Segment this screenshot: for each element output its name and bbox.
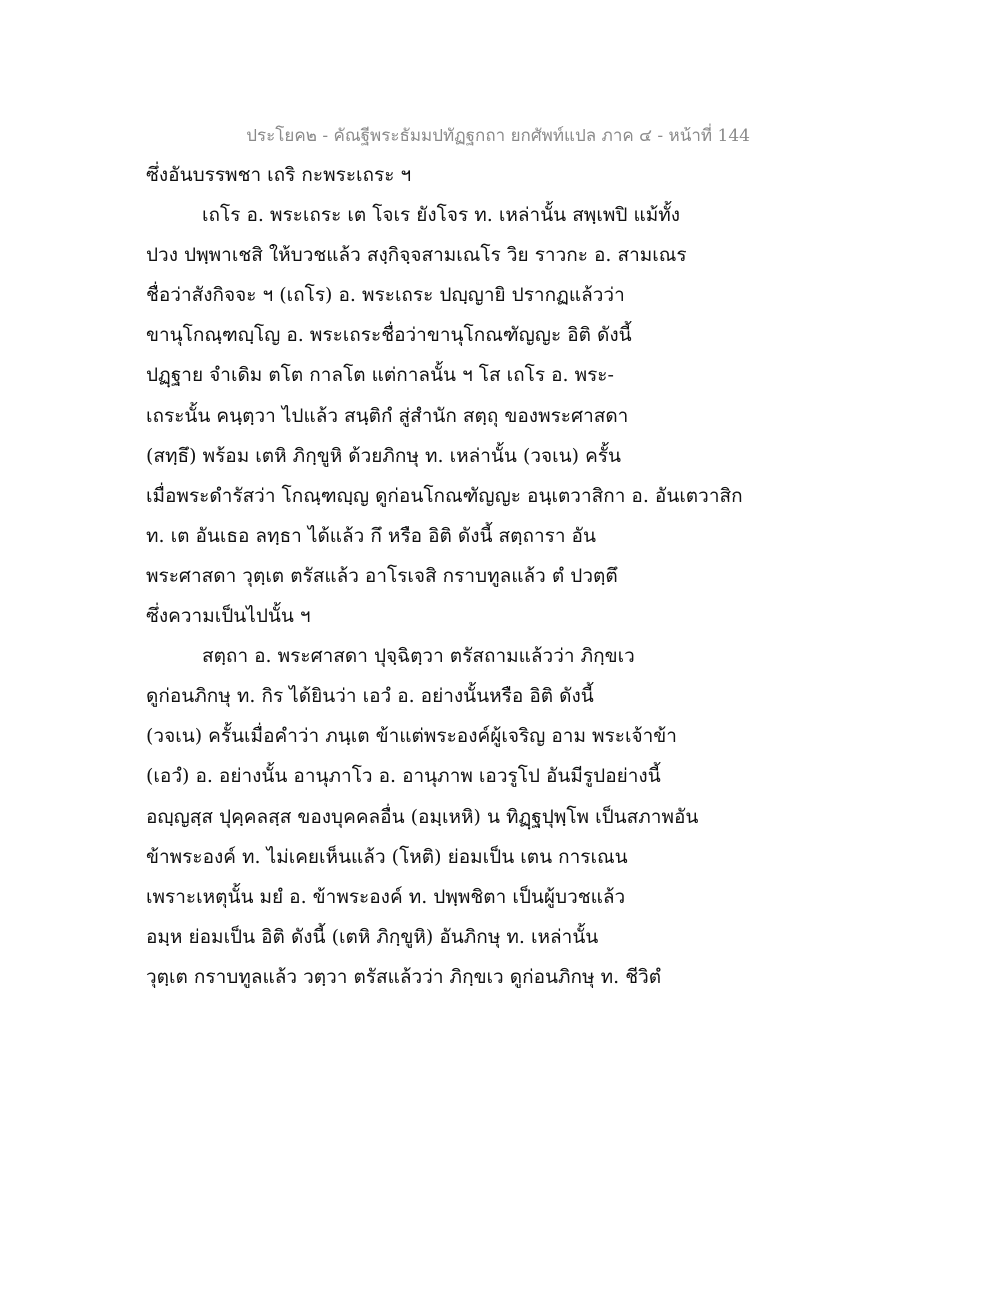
text-line: ปฏฺฐาย จำเดิม ตโต กาลโต แต่กาลนั้น ฯ โส เถโร อ. พระ- [146, 364, 614, 387]
text-line: เถโร อ. พระเถระ เต โจเร ยังโจร ท. เหล่านั้น สพฺเพปิ แม้ทั้ง [202, 204, 681, 227]
text-line: (วจเน) ครั้นเมื่อคำว่า ภนฺเต ข้าแต่พระองค์ผู้เจริญ อาม พระเจ้าข้า [146, 725, 677, 748]
text-line: ซึ่งความเป็นไปนั้น ฯ [146, 605, 311, 628]
text-line: ขานุโกณฺฑญฺโญ อ. พระเถระชื่อว่าขานุโกณฑัญญะ อิติ ดังนี้ [146, 324, 632, 347]
text-line: ซึ่งอันบรรพชา เถริ กะพระเถระ ฯ [146, 164, 412, 186]
text-line: ปวง ปพฺพาเชสิ ให้บวชแล้ว สงฺกิจฺจสามเณโร วิย ราวกะ อ. สามเณร [146, 244, 687, 267]
text-line: วุตฺเต กราบทูลแล้ว วตฺวา ตรัสแล้วว่า ภิกฺขเว ดูก่อนภิกษุ ท. ชีวิตํ [146, 965, 662, 988]
text-line: อมฺห ย่อมเป็น อิติ ดังนี้ (เตหิ ภิกฺขูหิ) อันภิกษุ ท. เหล่านั้น [146, 925, 599, 948]
text-line: (สทฺธึ) พร้อม เตหิ ภิกฺขูหิ ด้วยภิกษุ ท. เหล่านั้น (วจเน) ครั้น [146, 444, 621, 467]
page-header: ประโยค๒ - คัณฐีพระธัมมปทัฏฐกถา ยกศัพท์แปล ภาค ๔ - หน้าที่ 144 [246, 126, 750, 146]
text-line: พระศาสดา วุตฺเต ตรัสแล้ว อาโรเจสิ กราบทูลแล้ว ตํ ปวตฺตึ [146, 564, 618, 587]
text-line: อญฺญสฺส ปุคฺคลสฺส ของบุคคลอื่น (อมฺเหหิ) น ทิฏฺฐปุพฺโพ เป็นสภาพอัน [146, 805, 699, 828]
text-line: เมื่อพระดำรัสว่า โกณฺฑญฺญ ดูก่อนโกณฑัญญะ อนฺเตวาสิกา อ. อันเตวาสิก [146, 484, 743, 507]
text-line: ดูก่อนภิกษุ ท. กิร ได้ยินว่า เอวํ อ. อย่างนั้นหรือ อิติ ดังนี้ [146, 685, 594, 708]
text-line: เพราะเหตุนั้น มยํ อ. ข้าพระองค์ ท. ปพฺพชิตา เป็นผู้บวชแล้ว [146, 885, 626, 908]
text-line: (เอวํ) อ. อย่างนั้น อานุภาโว อ. อานุภาพ เอวรูโป อันมีรูปอย่างนี้ [146, 765, 661, 788]
text-line: เถระนั้น คนฺตฺวา ไปแล้ว สนฺติกํ สู่สำนัก สตฺถุ ของพระศาสดา [146, 404, 629, 427]
text-line: ชื่อว่าสังกิจจะ ฯ (เถโร) อ. พระเถระ ปญฺญายิ ปรากฏแล้วว่า [146, 284, 625, 307]
text-line: ข้าพระองค์ ท. ไม่เคยเห็นแล้ว (โหติ) ย่อมเป็น เตน การเณน [146, 845, 628, 868]
body-text [146, 155, 786, 997]
text-line: สตฺถา อ. พระศาสดา ปุจฺฉิตฺวา ตรัสถามแล้วว่า ภิกฺขเว [202, 645, 635, 668]
text-line: ท. เต อันเธอ ลทฺธา ได้แล้ว กึ หรือ อิติ ดังนี้ สตฺถารา อัน [146, 524, 596, 547]
